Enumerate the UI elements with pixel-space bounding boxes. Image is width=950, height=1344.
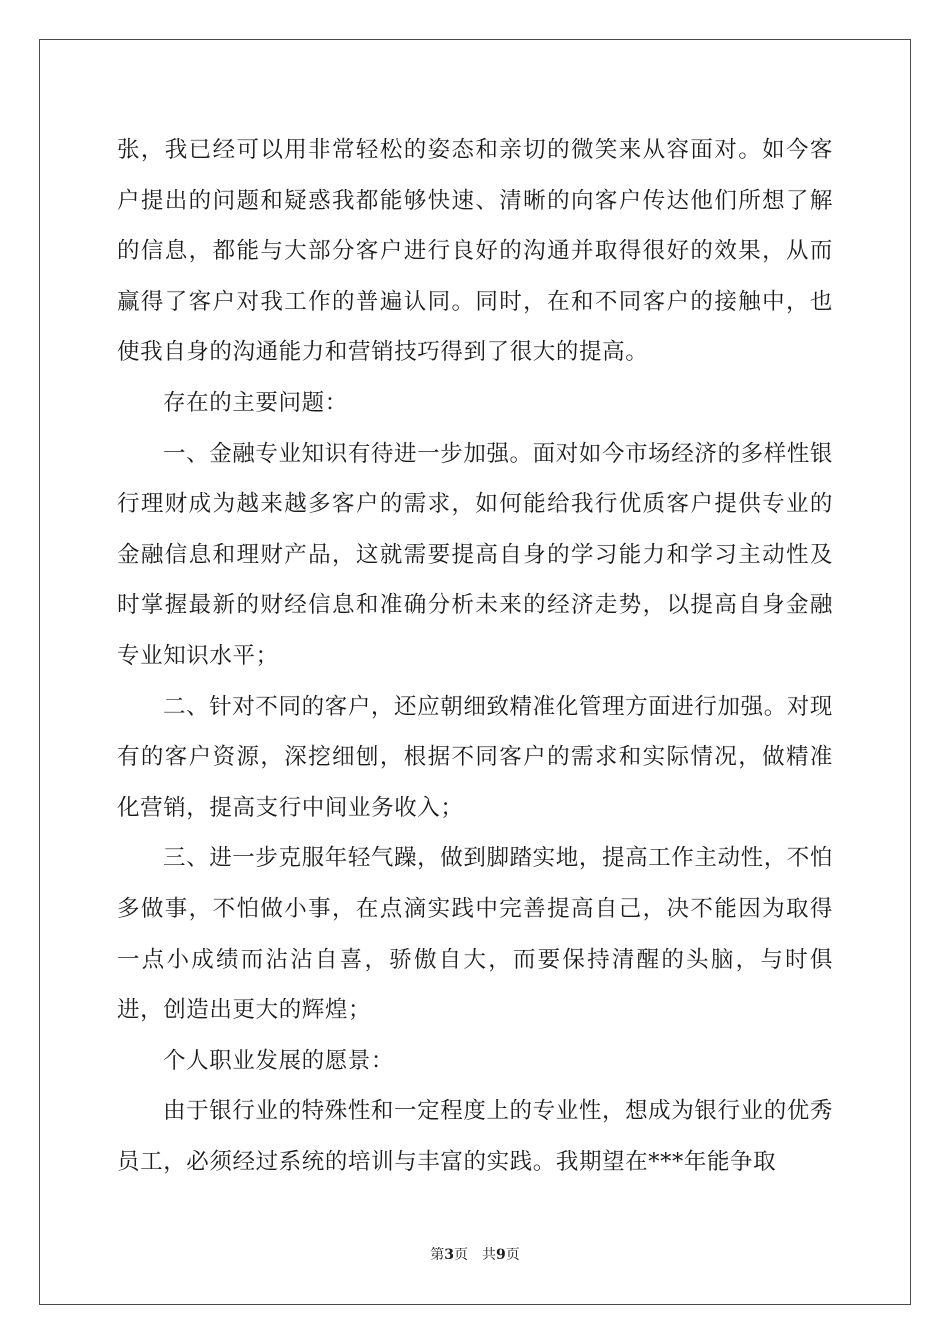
paragraph-problem-one: 一、金融专业知识有待进一步加强。面对如今市场经济的多样性银行理财成为越来越多客户的需求，如何能给我行优质客户提供专业的金融信息和理财产品，这就需要提高自身的学习能力和学习主动性及时掌握最新的财经信息和准确分析未来的经济走势，以提高自身金融专业知识水平； bbox=[117, 440, 833, 669]
page-total-number: 9 bbox=[496, 1247, 506, 1263]
page-prefix: 第 bbox=[430, 1247, 445, 1263]
paragraph-career-vision: 由于银行业的特殊性和一定程度上的专业性，想成为银行业的优秀员工，必须经过系统的培训与丰富的实践。我期望在***年能争取 bbox=[117, 1098, 833, 1175]
page-footer bbox=[0, 1245, 950, 1265]
heading-career-vision: 个人职业发展的愿景： bbox=[163, 1047, 395, 1074]
page-suffix: 页 bbox=[454, 1247, 468, 1263]
paragraph-problem-three: 三、进一步克服年轻气躁，做到脚踏实地，提高工作主动性，不怕多做事，不怕做小事，在点滴实践中完善提高自己，决不能因为取得一点小成绩而沾沾自喜，骄傲自大，而要保持清醒的头脑，与时俱进，创造出更大的辉煌； bbox=[117, 845, 833, 1024]
paragraph-problem-two: 二、针对不同的客户，还应朝细致精准化管理方面进行加强。对现有的客户资源，深挖细刨，根据不同客户的需求和实际情况，做精准化营销，提高支行中间业务收入； bbox=[117, 693, 833, 821]
document-body bbox=[117, 125, 833, 1187]
total-suffix: 页 bbox=[505, 1247, 520, 1263]
total-prefix: 共 bbox=[482, 1247, 496, 1263]
heading-main-problems: 存在的主要问题： bbox=[163, 389, 348, 416]
paragraph-continuation: 张，我已经可以用非常轻松的姿态和亲切的微笑来从容面对。如今客户提出的问题和疑惑我都能够快速、清晰的向客户传达他们所想了解的信息，都能与大部分客户进行良好的沟通并取得很好的效果，从而赢得了客户对我工作的普遍认同。同时，在和不同客户的接触中，也使我自身的沟通能力和营销技巧得到了很大的提高。 bbox=[117, 137, 833, 366]
page-current-number: 3 bbox=[444, 1247, 454, 1263]
